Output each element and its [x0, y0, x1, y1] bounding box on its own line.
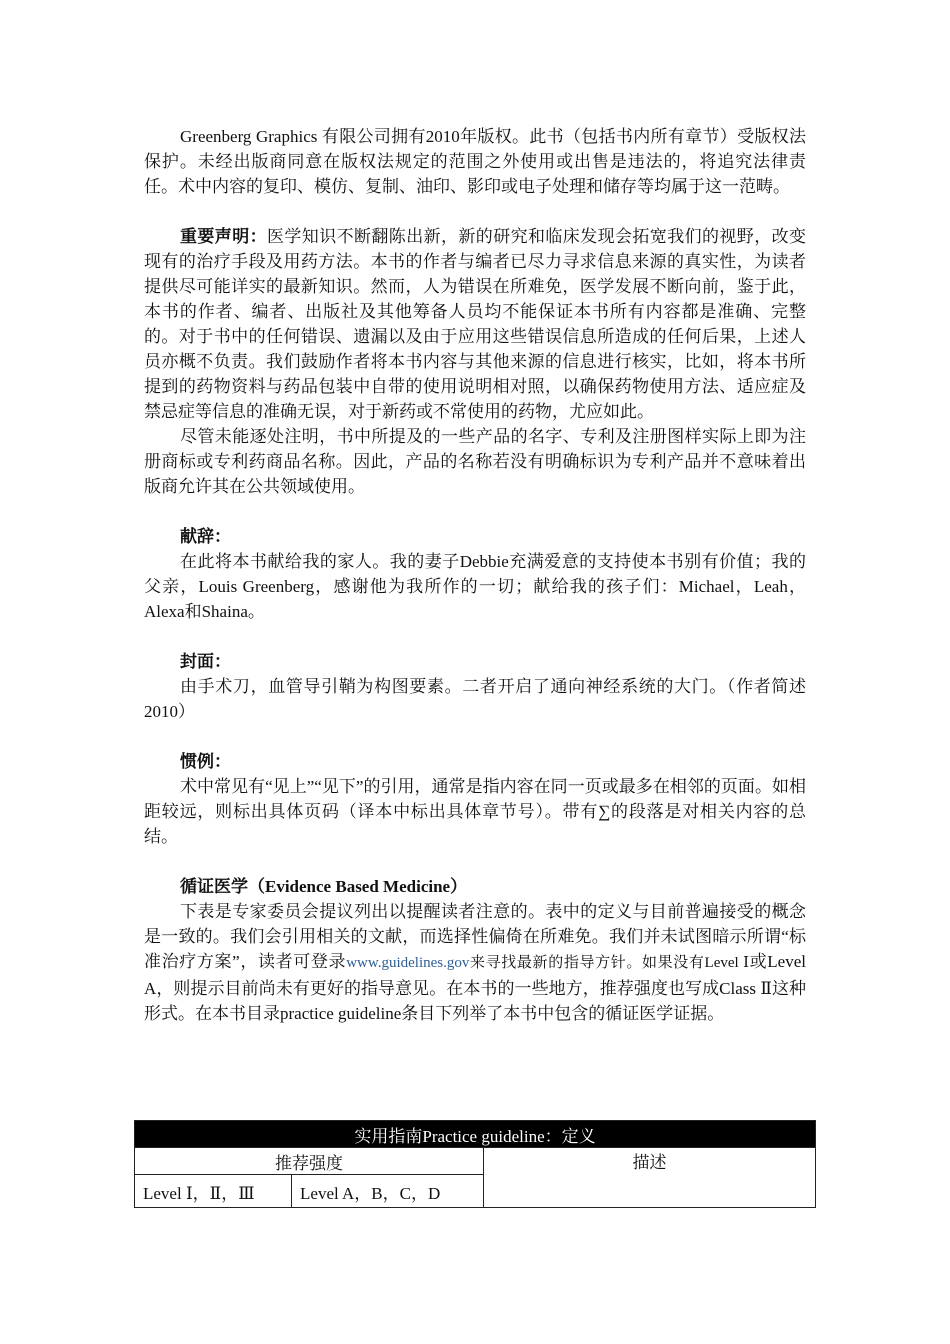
notice-paragraph — [144, 224, 806, 424]
convention-paragraph: 术中常见有“见上”“见下”的引用，通常是指内容在同一页或最多在相邻的页面。如相距较远，则标出具体页码（译本中标出具体章节号）。带有∑的段落是对相关内容的总结。 — [144, 777, 806, 846]
description-column-header: 描述 — [484, 1148, 816, 1208]
trademark-paragraph: 尽管未能逐处注明，书中所提及的一些产品的名字、专利及注册图样实际上即为注册商标或专利药商品名称。因此，产品的名称若没有明确标识为专利产品并不意味着出版商允许其在公共领域使用。 — [144, 427, 806, 496]
guidelines-link[interactable]: www.guidelines.gov — [346, 955, 470, 971]
notice-title: 重要声明： — [180, 227, 267, 246]
ebm-heading: 循证医学（Evidence Based Medicine） — [180, 877, 468, 896]
dedication-heading: 献辞： — [180, 527, 231, 546]
notice-text: 医学知识不断翻陈出新，新的研究和临床发现会拓宽我们的视野，改变现有的治疗手段及用药方法。本书的作者与编者已尽力寻求信息来源的真实性，为读者提供尽可能详实的最新知识。然而，人为错误在所难免，医学发展不断向前，鉴于此，本书的作者、编者、出版社及其他筹备人员均不能保证本书所有内容都是准确、完整的。对于书中的任何错误、遗漏以及由于应用这些错误信息所造成的任何后果，上述人员亦概不负责。我们鼓励作者将本书内容与其他来源的信息进行核实，比如，将本书所提到的药物资料与药品包装中自带的使用说明相对照，以确保药物使用方法、适应症及禁忌症等信息的准确无误，对于新药或不常使用的药物，尤应如此。 — [144, 227, 806, 421]
ebm-small-text: 来寻找最新的指导方针。如果没有Level Ⅰ — [469, 955, 750, 971]
cover-heading: 封面： — [180, 652, 231, 671]
level-alpha-cell: Level A，B，C，D — [292, 1175, 484, 1208]
document-body — [144, 124, 806, 1026]
copyright-paragraph: Greenberg Graphics 有限公司拥有2010年版权。此书（包括书内所有章节）受版权法保护。未经出版商同意在版权法规定的范围之外使用或出售是违法的，将追究法律责任。术中内容的复印、模仿、复制、油印、影印或电子处理和储存等均属于这一范畴。 — [144, 127, 806, 196]
table-header: 实用指南Practice guideline：定义 — [135, 1121, 816, 1148]
strength-column-header: 推荐强度 — [135, 1148, 484, 1175]
ebm-paragraph — [144, 899, 806, 1026]
ebm-text-before-link: 下表是专家委员会提议列出以提醒读者注意的。表中的定义与目前普遍接受的概念是一致的。我们会引用相关的文献，而选择性偏倚在所难免。我们并未试图暗示所谓“标准治疗方案”，读者可登录 — [144, 902, 806, 971]
ebm-text-after: 或Level A，则提示目前尚未有更好的指导意见。在本书的一些地方，推荐强度也写成Class Ⅱ这种形式。在本书目录practice guideline条目下列举了本书中包含的循证医学证据。 — [144, 952, 806, 1023]
practice-guideline-table — [134, 1120, 816, 1208]
dedication-paragraph: 在此将本书献给我的家人。我的妻子Debbie充满爱意的支持使本书别有价值；我的父亲，Louis Greenberg，感谢他为我所作的一切；献给我的孩子们：Michael，Leah，Alexa和Shaina。 — [144, 552, 806, 621]
convention-heading: 惯例： — [180, 752, 231, 771]
level-roman-cell: Level Ⅰ，Ⅱ，Ⅲ — [135, 1175, 292, 1208]
cover-paragraph: 由手术刀，血管导引鞘为构图要素。二者开启了通向神经系统的大门。（作者简述2010） — [144, 677, 806, 721]
